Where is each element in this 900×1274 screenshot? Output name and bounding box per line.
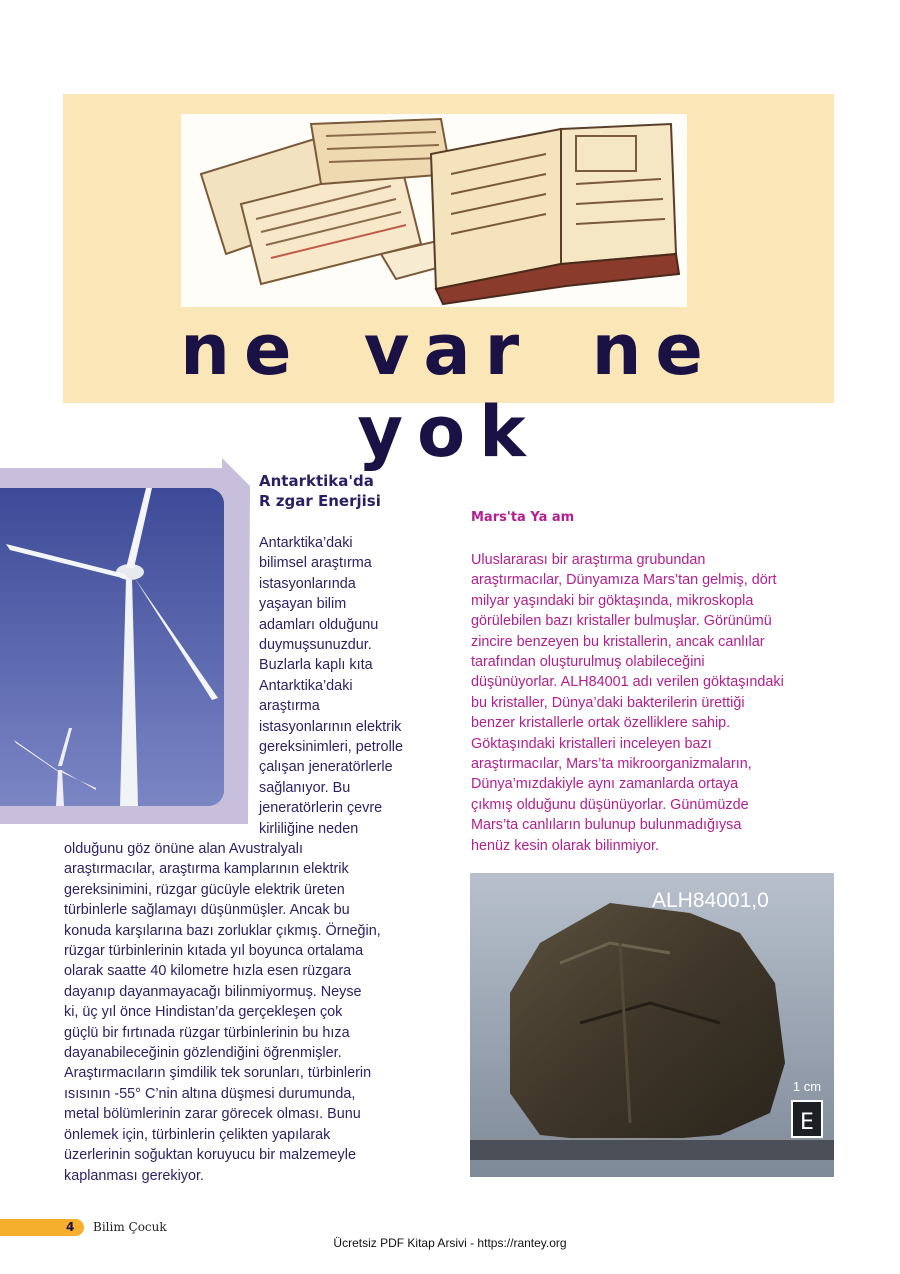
text-line: ısısının -55° C’nin altına düşmesi durumunda, bbox=[64, 1085, 356, 1102]
left-article-wide-text bbox=[64, 839, 434, 1186]
magazine-name: Bilim Çocuk bbox=[93, 1220, 167, 1234]
text-line: Dünya’mızdakiyle aynı zamanlarda ortaya bbox=[471, 776, 739, 793]
left-heading-line-1: Antarktika'da bbox=[259, 472, 374, 490]
left-article-heading bbox=[259, 471, 381, 511]
text-line: üzerlerinin soğuktan koruyucu bir malzemeyle bbox=[64, 1147, 356, 1164]
text-line: güçlü bir fırtınada rüzgar türbinlerinin bu hıza bbox=[64, 1024, 350, 1041]
footer-credit: Ücretsiz PDF Kitap Arsivi - https://rantey.org bbox=[333, 1236, 567, 1250]
text-line: henüz kesin olarak bilinmiyor. bbox=[471, 837, 659, 854]
text-line: gereksinimleri, petrolle bbox=[259, 739, 403, 756]
specimen-label: ALH84001,0 bbox=[652, 889, 769, 912]
right-article-text bbox=[471, 550, 841, 856]
page-number: 4 bbox=[66, 1220, 75, 1234]
text-line: benzer kristallerle ortak özelliklere sahip. bbox=[471, 715, 731, 732]
text-line: dayanabileceğinin gözlendiğini öğrenmişler. bbox=[64, 1045, 342, 1062]
text-line: tarafından oluşturulmuş olabileceğini bbox=[471, 654, 705, 671]
left-article-narrow-text bbox=[259, 533, 439, 839]
text-line: araştırmacılar, araştırma kamplarının elektrik bbox=[64, 861, 349, 878]
books-illustration bbox=[181, 114, 687, 307]
text-line: araştırma bbox=[259, 698, 320, 715]
text-line: istasyonlarında bbox=[259, 575, 356, 592]
text-line: Mars’ta canlıların bulunup bulunmadığıysa bbox=[471, 817, 742, 834]
text-line: önlemek için, türbinlerin çelikten yapılarak bbox=[64, 1126, 331, 1143]
text-line: Göktaşındaki kristalleri inceleyen bazı bbox=[471, 735, 712, 752]
left-heading-line-2: R zgar Enerjisi bbox=[259, 492, 381, 510]
text-line: duymuşsunuzdur. bbox=[259, 637, 372, 654]
text-line: Uluslararası bir araştırma grubundan bbox=[471, 552, 706, 568]
text-line: Araştırmacıların şimdilik tek sorunları, türbinlerin bbox=[64, 1065, 372, 1082]
text-line: dayanıp dayanmayacağı bilinmiyormuş. Neyse bbox=[64, 983, 362, 1000]
text-line: araştırmacılar, Dünyamıza Mars’tan gelmiş, dört bbox=[471, 572, 777, 589]
right-article-heading: Mars'ta Ya am bbox=[471, 510, 575, 525]
text-line: çıkmış olduğunu düşünüyorlar. Günümüzde bbox=[471, 796, 749, 813]
page-title: ne var ne yok bbox=[180, 309, 717, 473]
text-line: sağlanıyor. Bu bbox=[259, 779, 351, 796]
scale-label: 1 cm bbox=[792, 1079, 822, 1094]
scale-letter: E bbox=[800, 1110, 814, 1135]
text-line: bilimsel araştırma bbox=[259, 555, 372, 572]
wind-turbine-photo bbox=[0, 488, 224, 806]
text-line: olarak saatte 40 kilometre hızla esen rüzgara bbox=[64, 963, 352, 980]
meteorite-photo bbox=[470, 873, 834, 1177]
text-line: metal bölümlerinin zarar görecek olması. Bunu bbox=[64, 1106, 361, 1123]
text-line: Antarktika’daki bbox=[259, 677, 353, 694]
text-line: araştırmacılar, Mars’ta mikroorganizmaların, bbox=[471, 756, 752, 773]
text-line: kaplanması gerekiyor. bbox=[64, 1167, 204, 1184]
text-line: ki, üç yıl önce Hindistan’da gerçekleşen çok bbox=[64, 1004, 343, 1021]
header-banner bbox=[63, 94, 834, 473]
text-line: gereksinimini, rüzgar gücüyle elektrik üreten bbox=[64, 881, 345, 898]
text-line: istasyonlarının elektrik bbox=[259, 718, 402, 735]
text-line: adamları olduğunu bbox=[259, 616, 379, 633]
text-line: çalışan jeneratörlerle bbox=[259, 759, 393, 776]
text-line: türbinlerle sağlamayı düşünmüşler. Ancak bu bbox=[64, 902, 350, 919]
text-line: jeneratörlerin çevre bbox=[259, 800, 383, 817]
text-line: Antarktika’daki bbox=[259, 535, 353, 551]
text-line: düşünüyorlar. ALH84001 adı verilen göktaşındaki bbox=[471, 674, 784, 691]
text-line: yaşayan bilim bbox=[259, 596, 347, 613]
text-line: kirliliğine neden bbox=[259, 820, 359, 837]
text-line: rüzgar türbinlerinin kıtada yıl boyunca ortalama bbox=[64, 943, 364, 960]
text-line: olduğunu göz önüne alan Avustralyalı bbox=[64, 841, 303, 857]
text-line: bu kristaller, Dünya’daki bakterilerin ürettiği bbox=[471, 694, 745, 711]
text-line: milyar yaşındaki bir göktaşında, mikroskopla bbox=[471, 592, 754, 609]
text-line: Buzlarla kaplı kıta bbox=[259, 657, 373, 674]
text-line: konuda karşılarına bazı zorluklar çıkmış. Örneğin, bbox=[64, 922, 381, 939]
text-line: zincire benzeyen bu kristallerin, ancak canlılar bbox=[471, 633, 765, 650]
text-line: görülebilen bazı kristaller bulmuşlar. Görünümü bbox=[471, 613, 772, 630]
